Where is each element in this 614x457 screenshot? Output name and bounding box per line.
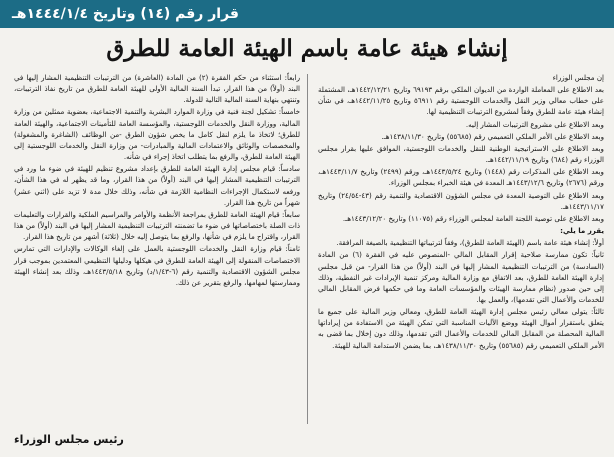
left-text-column xyxy=(14,72,300,289)
paragraph: وبعد الاطلاع على مشروع الترتيبات المشار إليه. xyxy=(465,119,604,129)
decides-heading: يقرر ما يلي: xyxy=(560,226,604,236)
paragraph: وبعد الاطلاع على المذكرات رقم (١٤٤٨) وتاريخ ١٤٤٣/٥/٢٤هـ، ورقم (٢٤٩٩) وتاريخ ١٤٤٣/١١/٧هـ، ورقم (٢٦٧٦) وتاريخ ١٤٤٣/١٢/٦هـ المعدة في هيئة الخبراء بمجلس الوزراء. xyxy=(318,167,604,188)
paragraph: بعد الاطلاع على المعاملة الواردة من الديوان الملكي برقم ٦٩١٩٣ وتاريخ ١٤٤٢/١٢/٢١هـ، المشتملة على خطاب معالي وزير النقل والخدمات اللوجستية رقم ٥٦٩١١ وتاريخ ١٤٤٢/١١/٢٥هـ، في شأن إنشاء هيئة عامة للطرق وفقاً لمشروع الترتيبات التنظيمية لها. xyxy=(318,85,604,117)
signature: رئيس مجلس الوزراء xyxy=(14,433,124,446)
paragraph: أولاً: إنشاء هيئة عامة باسم (الهيئة العامة للطرق)، وفقاً لترتيباتها التنظيمية بالصيغة المرافقة. xyxy=(336,238,604,248)
right-text-column xyxy=(318,72,604,352)
paragraph: وبعد الاطلاع على التوصية المعدة في مجلس الشؤون الاقتصادية والتنمية رقم (٤٣-٢٤/٥٤) وتاريخ ١٤٤٣/١١/١٧هـ. xyxy=(318,190,604,211)
article-title: إنشاء هيئة عامة باسم الهيئة العامة للطرق xyxy=(106,35,508,62)
paragraph: رابعاً: استثناء من حكم الفقرة (٢) من المادة (العاشرة) من الترتيبات التنظيمية المشار إليها في البند (أولاً) من هذا القرار، تبدأ السنة المالية الأولى للهيئة العامة للطرق من تاريخ نفاذ الترتيبات، وتنتهي بنهاية السنة المالية التالية للدولة. xyxy=(14,73,300,105)
paragraph: ثالثاً: يتولى معالي رئيس مجلس إدارة الهيئة العامة للطرق، ومعالي وزير المالية على جميع ما يتعلق باستقرار أموال الهيئة ووضع الآليات المناسبة التي تمكن الهيئة من الاستفادة من إيراداتها المالية المحصلة من المقابل المالي للخدمات والأعمال التي تقدمها، وذلك دون إخلال بما قضى به الأمر الملكي التعميمي رقم (٥٥٦٨٥) وتاريخ ١٤٣٨/١١/٣٠هـ، بما يضمن الاستدامة المالية للهيئة. xyxy=(318,307,604,350)
paragraph: خامساً: تشكيل لجنة فنية في وزارة الموارد البشرية والتنمية الاجتماعية، بعضوية ممثلين من وزارة المالية، ووزارة النقل والخدمات اللوجستية، والمؤسسة العامة للتأمينات الاجتماعية، والهيئة العامة للطرق؛ لاتخاذ ما يلزم لنقل كامل ما يخص شؤون الطرق -من الوظائف (الشاغرة والمشغولة) والمخصصات والوثائق والاعتمادات المالية والمبادرات- من وزارة النقل والخدمات اللوجستية إلى الهيئة العامة للطرق، والرفع بما يتطلب اتخاذ إجراء في شأنه. xyxy=(14,107,300,162)
paragraph: ثانياً: تكون ممارسة صلاحية إقرار المقابل المالي -المنصوص عليه في الفقرة (٦) من المادة (السادسة) من الترتيبات التنظيمية المشار إليها في البند (أولاً) من هذا القرار- من قبل مجلس إدارة الهيئة العامة للطرق، بعد الاتفاق مع وزارة المالية ومركز تنمية الإيرادات غير النفطية، وذلك إلى حين صدور (نظام ممارسة الهيئات والمؤسسات العامة وما في حكمها فرض المقابل المالي للخدمات والأعمال التي تقدمها)، والعمل بها. xyxy=(318,250,605,304)
paragraph: وبعد الاطلاع على الأمر الملكي التعميمي رقم (٥٥٦٨٥) وتاريخ ١٤٣٨/١١/٣٠هـ. xyxy=(381,131,604,141)
paragraph: سابعاً: قيام الهيئة العامة للطرق بمراجعة الأنظمة والأوامر والمراسيم الملكية والقرارات والتعليمات ذات الصلة باختصاصاتها في ضوء ما تضمنته الترتيبات التنظيمية المشار إليها في البند (أولاً) من هذا القرار، واقتراح ما يلزم في شأنها، والرفع بما يتوصل إليه خلال (ثلاثة) أشهر من تاريخ هذا القرار. xyxy=(14,209,300,242)
paragraph: وبعد الاطلاع على الاستراتيجية الوطنية للنقل والخدمات اللوجستية، الموافق عليها بقرار مجلس الوزراء رقم (٦٨٤) وتاريخ ١٤٤٢/١١/١٩هـ. xyxy=(318,143,604,165)
column-divider xyxy=(307,74,308,424)
decision-header-title: قرار رقم (١٤) وتاريخ ١٤٤٤/١/٤هـ xyxy=(12,6,239,22)
header-bar xyxy=(0,0,614,28)
paragraph: ثامناً: قيام وزارة النقل والخدمات اللوجستية بالعمل على إلغاء الوكالات والإدارات التي تمارس الاختصاصات المنقولة إلى الهيئة العامة للطرق في هيكلها ودليلها التنظيمي المعتمدين بموجب قرار مجلس الشؤون الاقتصادية والتنمية رقم (٦-١/٤٣/د) وتاريخ ١٤٤٣/٥/١٨هـ، وذلك بعد إنشاء الهيئة وممارستها لمهامها، والرفع بتقرير عن ذلك. xyxy=(14,244,301,287)
paragraph: وبعد الاطلاع على توصية اللجنة العامة لمجلس الوزراء رقم (١١٠٧٥) وتاريخ ١٤٤٣/١٢/٢٠هـ. xyxy=(342,213,604,223)
paragraph: إن مجلس الوزراء xyxy=(552,73,604,82)
paragraph: سادساً: قيام مجلس إدارة الهيئة العامة للطرق بإعداد مشروع تنظيم للهيئة في ضوء ما ورد في الترتيبات التنظيمية المشار إليها في البند (أولاً) من هذا القرار، وما قد يظهر له في هذا الشأن، ورفعه لاستكمال الإجراءات النظامية اللازمة في شأنه، وذلك خلال مدة لا تزيد على (اثني عشر) شهراً من تاريخ هذا القرار. xyxy=(14,164,300,207)
